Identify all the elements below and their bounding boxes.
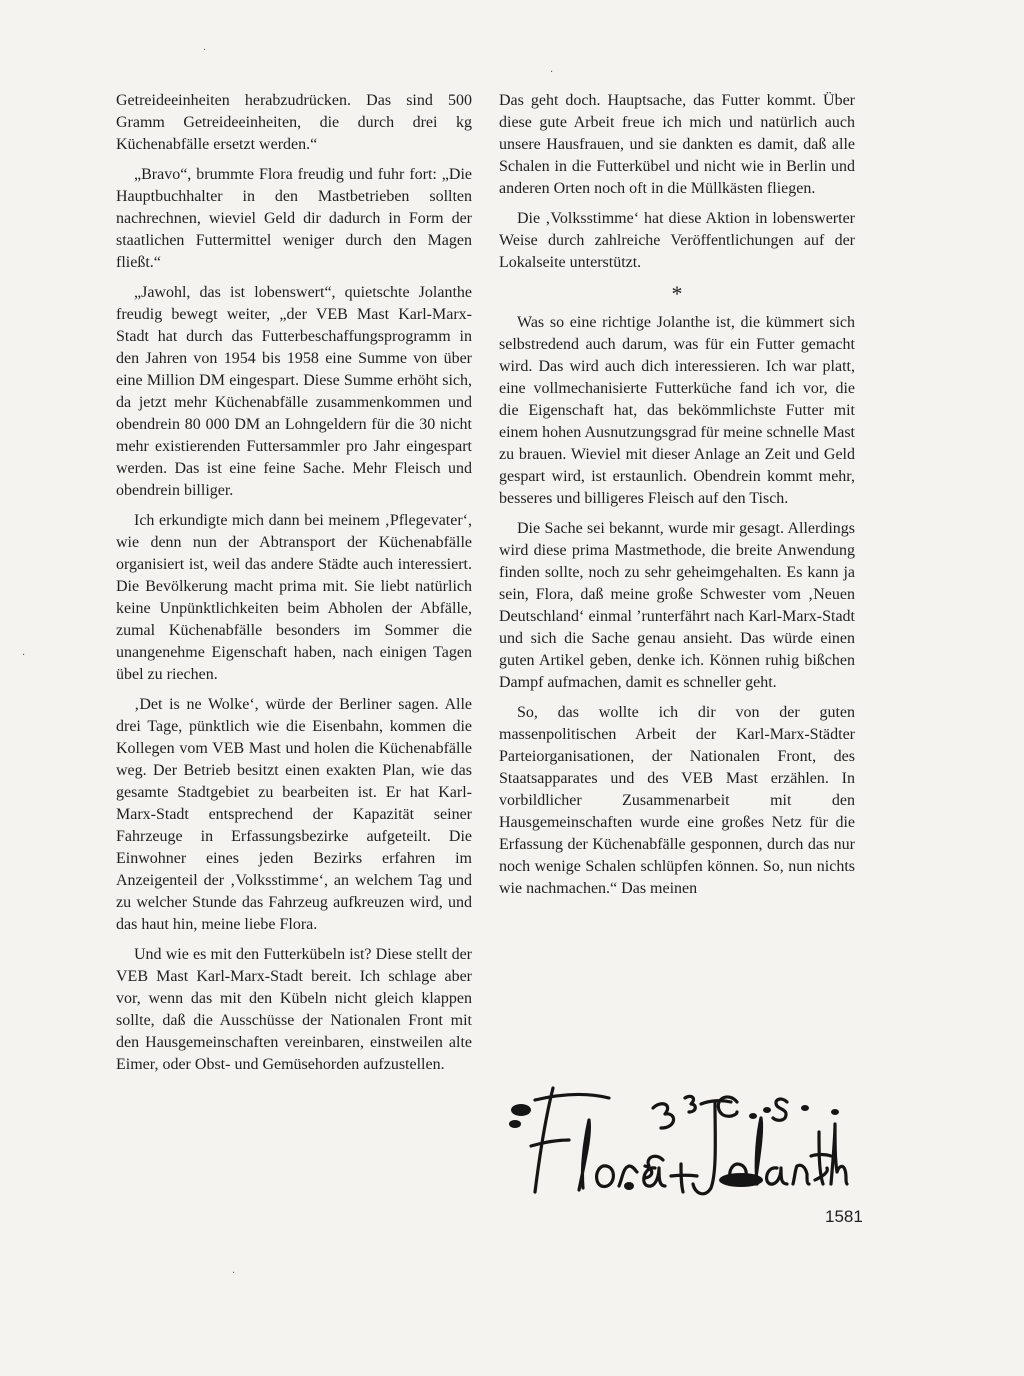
paragraph: Was so eine richtige Jolanthe ist, die kümmert sich selbstredend auch darum, was für ein Futter gemacht wird. Das wird auch dich interessieren. Ich war platt, eine vollmechanisierte Futterküche fand ich vor, die die Eigenschaft hat, das bekömmlichste Futter mit einem hohen Ausnutzungsgrad für meine schnelle Mast zu brauen. Wieviel mit dieser Anlage an Zeit und Geld gespart wird, ist erstaunlich. Obendrein kommt mehr, besseres und billigeres Fleisch auf den Tisch. — [499, 314, 855, 507]
right-column — [499, 90, 855, 908]
section-separator: * — [671, 281, 683, 306]
scan-speck: · — [550, 67, 554, 78]
paragraph: ‚Det is ne Wolke‘, würde der Berliner sagen. Alle drei Tage, pünktlich wie die Eisenbahn, kommen die Kollegen vom VEB Mast und holen die Küchenabfälle weg. Der Betrieb besitzt einen exakten Plan, wie das gesamte Stadtgebiet zu bearbeiten ist. Er hat Karl-Marx-Stadt entsprechend der Kapazität seiner Fahrzeuge in Erfassungsbezirke aufgeteilt. Die Einwohner eines jeden Bezirks erfahren im Anzeigenteil der ‚Volksstimme‘, an welchem Tag und zu welcher Stunde das Fahrzeug aufkreuzen wird, und das haut hin, meine liebe Flora. — [116, 696, 472, 933]
paragraph: So, das wollte ich dir von der guten massenpolitischen Arbeit der Karl-Marx-Städter Parteiorganisationen, der Nationalen Front, des Staatsapparates und des VEB Mast erzählen. In vorbildlicher Zusammenarbeit mit den Hausgemeinschaften wurde eine großes Netz für die Erfassung der Küchenabfälle gesponnen, durch das nur noch wenige Schalen schlüpfen können. So, nun nichts wie nachmachen.“ Das meinen — [499, 704, 855, 897]
paragraph: Die ‚Volksstimme‘ hat diese Aktion in lobenswerter Weise durch zahlreiche Veröffentlichungen auf der Lokalseite unterstützt. — [499, 210, 855, 271]
left-column — [116, 90, 472, 1084]
scan-speck: · — [22, 650, 26, 661]
paragraph: Getreideeinheiten herabzudrücken. Das sind 500 Gramm Getreideeinheiten, die durch drei kg Küchenabfälle ersetzt werden.“ — [116, 92, 472, 153]
paragraph: „Jawohl, das ist lobenswert“, quietschte Jolanthe freudig bewegt weiter, „der VEB Mast Karl-Marx-Stadt hat durch das Futterbeschaffungsprogramm in den Jahren von 1954 bis 1958 eine Summe von über eine Million DM eingespart. Diese Summe erhöht sich, da jetzt mehr Küchenabfälle zusammenkommen und obendrein 80 000 DM an Lohngeldern für die 30 nicht mehr existierenden Futtersammler pro Jahr eingespart werden. Das ist eine feine Sache. Mehr Fleisch und obendrein billiger. — [116, 284, 472, 499]
paragraph: Das geht doch. Hauptsache, das Futter kommt. Über diese gute Arbeit freue ich mich und natürlich auch unsere Hausfrauen, und sie dankten es damit, daß alle Schalen in die Futterkübel und nicht wie in Berlin und anderen Orten noch oft in die Müllkästen fliegen. — [499, 92, 855, 197]
paragraph: Ich erkundigte mich dann bei meinem ‚Pflegevater‘, wie denn nun der Abtransport der Küchenabfälle organisiert ist, weil das andere Städte auch interessiert. Die Bevölkerung macht prima mit. Sie liebt natürlich keine Unpünktlichkeiten beim Abholen der Abfälle, zumal Küchenabfälle besonders im Sommer die unangenehme Eigenschaft haben, nach einigen Tagen übel zu riechen. — [116, 512, 472, 683]
paragraph: Die Sache sei bekannt, wurde mir gesagt. Allerdings wird diese prima Mastmethode, die breite Anwendung finden sollte, noch zu sehr geheimgehalten. Es kann ja sein, Flora, daß meine große Schwester vom ‚Neuen Deutschland‘ einmal ’runterfährt nach Karl-Marx-Stadt und sich die Sache genau ansieht. Das würde einen guten Artikel geben, denke ich. Können ruhig bißchen Dampf aufmachen, damit es schneller geht. — [499, 520, 855, 691]
scan-speck: · — [232, 1268, 236, 1279]
scan-speck: · — [203, 45, 207, 56]
handwritten-signature — [505, 1080, 850, 1200]
paragraph: „Bravo“, brummte Flora freudig und fuhr fort: „Die Hauptbuchhalter in den Mastbetrieben sollten nachrechnen, wieviel Geld dir dadurch in Form der staatlichen Futtermittel weniger durch den Magen fließt.“ — [116, 166, 472, 271]
paragraph: Und wie es mit den Futterkübeln ist? Diese stellt der VEB Mast Karl-Marx-Stadt bereit. Ich schlage aber vor, wenn das mit den Kübeln nicht gleich klappen sollte, daß die Ausschüsse der Nationalen Front mit den Hausgemeinschaften vereinbaren, einstweilen alte Eimer, oder Obst- und Gemüsehorden aufzustellen. — [116, 946, 472, 1073]
page-number: 1581 — [825, 1207, 863, 1226]
